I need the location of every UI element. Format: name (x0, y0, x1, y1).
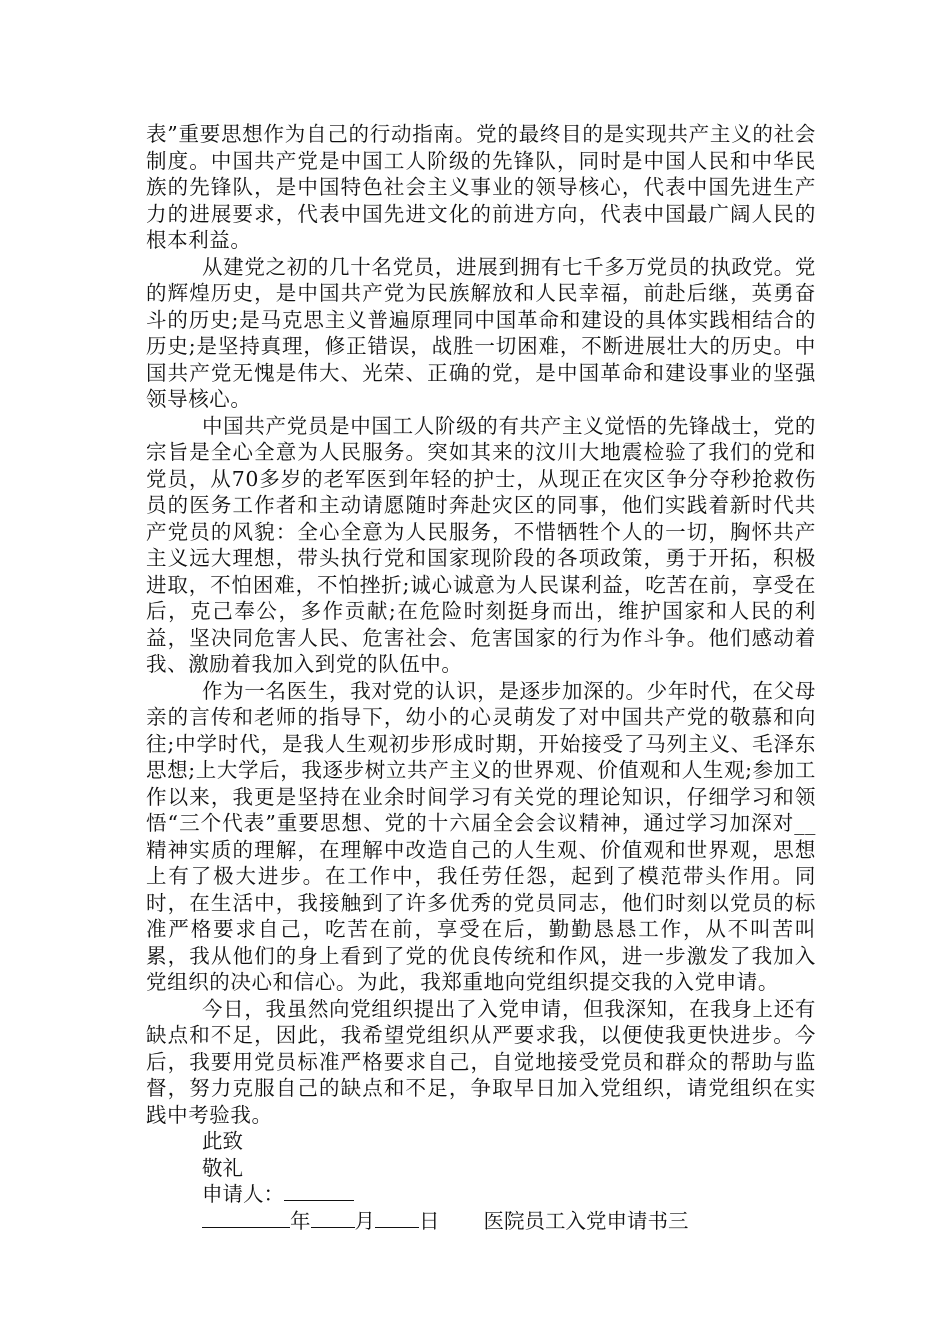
date-line (146, 1208, 816, 1235)
month-label: 月 (354, 1208, 375, 1233)
paragraph-3: 中国共产党员是中国工人阶级的有共产主义觉悟的先锋战士，党的宗旨是全心全意为人民服务。突如其来的汶川大地震检验了我们的党和党员，从70多岁的老军医到年轻的护士，从现正在灾区争分夺秒抢救伤员的医务工作者和主动请愿随时奔赴灾区的同事，他们实践着新时代共产党员的风貌：全心全意为人民服务，不惜牺牲个人的一切，胸怀共产主义远大理想，带头执行党和国家现阶段的各项政策，勇于开拓，积极进取，不怕困难，不怕挫折;诚心诚意为人民谋利益，吃苦在前，享受在后，克己奉公，多作贡献;在危险时刻挺身而出，维护国家和人民的利益，坚决同危害人民、危害社会、危害国家的行为作斗争。他们感动着我、激励着我加入到党的队伍中。 (146, 413, 816, 676)
salutation: 此致 (202, 1129, 243, 1153)
regards: 敬礼 (202, 1155, 243, 1180)
month-blank (311, 1209, 355, 1228)
day-label: 日 (419, 1208, 440, 1233)
paragraph-1: 表”重要思想作为自己的行动指南。党的最终目的是实现共产主义的社会制度。中国共产党是中国工人阶级的先锋队，同时是中国人民和中华民族的先锋队，是中国特色社会主义事业的领导核心，代表中国先进生产力的进展要求，代表中国先进文化的前进方向，代表中国最广阔人民的根本利益。 (146, 122, 816, 252)
document-body (146, 121, 816, 1234)
next-section-title: 医院员工入党申请书三 (483, 1208, 689, 1233)
year-label: 年 (290, 1208, 311, 1233)
paragraph-5: 今日，我虽然向党组织提出了入党申请，但我深知，在我身上还有缺点和不足，因此，我希望党组织从严要求我，以便使我更快进步。今后，我要用党员标准严格要求自己，自觉地接受党员和群众的帮助与监督，努力克服自己的缺点和不足，争取早日加入党组织，请党组织在实践中考验我。 (146, 996, 816, 1127)
year-blank (202, 1209, 290, 1228)
applicant-label: 申请人： (202, 1182, 284, 1206)
day-blank (375, 1209, 419, 1228)
applicant-name-blank (284, 1182, 354, 1201)
applicant-line (146, 1181, 816, 1208)
paragraph-4: 作为一名医生，我对党的认识，是逐步加深的。少年时代，在父母亲的言传和老师的指导下，幼小的心灵萌发了对中国共产党的敬慕和向往;中学时代，是我人生观初步形成时期，开始接受了马列主义、毛泽东思想;上大学后，我逐步树立共产主义的世界观、价值观和人生观;参加工作以来，我更是坚持在业余时间学习有关党的理论知识，仔细学习和领悟“三个代表”重要思想、党的十六届全会会议精神，通过学习加深对__精神实质的理解，在理解中改造自己的人生观、价值观和世界观，思想上有了极大进步。在工作中，我任劳任怨，起到了模范带头作用。同时，在生活中，我接触到了许多优秀的党员同志，他们时刻以党员的标准严格要求自己，吃苦在前，享受在后，勤勤恳恳工作，从不叫苦叫累，我从他们的身上看到了党的优良传统和作风，进一步激发了我加入党组织的决心和信心。为此，我郑重地向党组织提交我的入党申请。 (146, 678, 816, 994)
paragraph-2: 从建党之初的几十名党员，进展到拥有七千多万党员的执政党。党的辉煌历史，是中国共产党为民族解放和人民幸福，前赴后继，英勇奋斗的历史;是马克思主义普遍原理同中国革命和建设的具体实践相结合的历史;是坚持真理，修正错误，战胜一切困难，不断进展壮大的历史。中国共产党无愧是伟大、光荣、正确的党，是中国革命和建设事业的坚强领导核心。 (146, 254, 816, 411)
